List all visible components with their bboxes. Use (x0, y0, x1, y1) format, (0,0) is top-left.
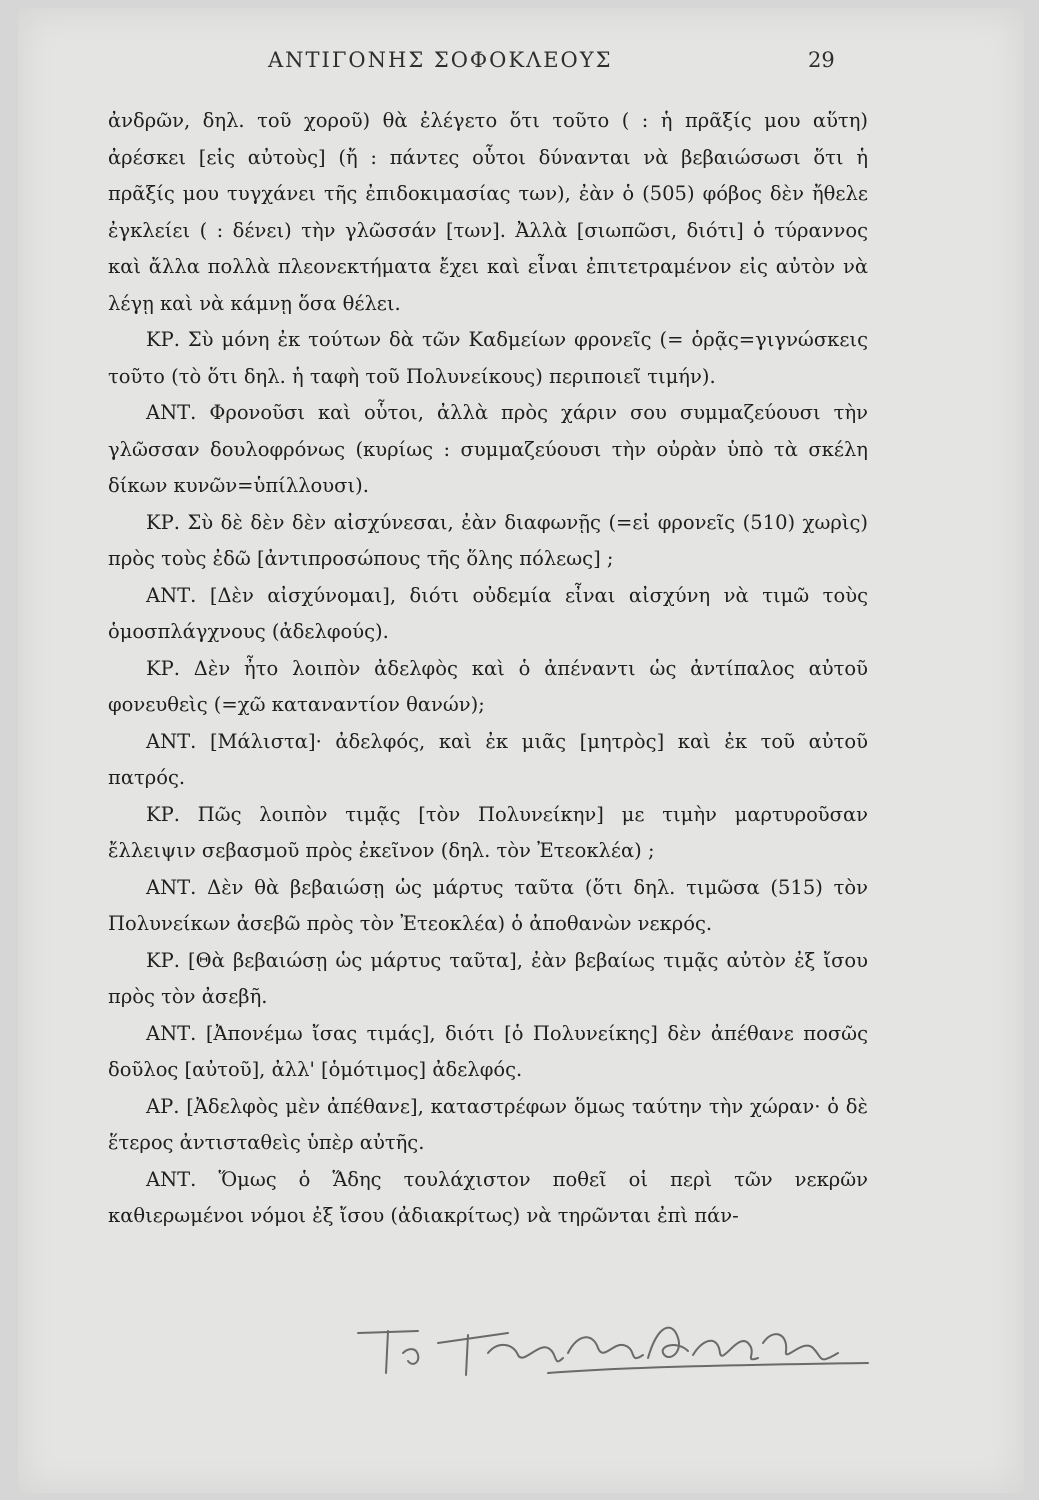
handwritten-signature (348, 1303, 908, 1383)
paragraph-ant-1: ΑΝΤ. Φρονοῦσι καὶ οὗτοι, ἀλλὰ πρὸς χάριν σου συμμαζεύουσι τὴν γλῶσσαν δουλοφρόνως (κυρίως : συμμαζεύουσι τὴν οὐρὰν ὑπὸ τὰ σκέλη δίκων κυνῶν=ὑπίλλουσι). (108, 401, 868, 497)
paragraph-ant-2: ΑΝΤ. [Δὲν αἰσχύνομαι], διότι οὐδεμία εἶναι αἰσχύνη νὰ τιμῶ τοὺς ὁμοσπλάγχνους (ἀδελφούς). (108, 583, 868, 643)
paragraph-ant-4: ΑΝΤ. Δὲν θὰ βεβαιώσῃ ὡς μάρτυς ταῦτα (ὅτι δηλ. τιμῶσα (515) τὸν Πολυνείκων ἀσεβῶ πρὸς τὸν Ἐτεοκλέα) ὁ ἀποθανὼν νεκρός. (108, 875, 868, 935)
paragraph-ant-3: ΑΝΤ. [Μάλιστα]· ἀδελφός, καὶ ἐκ μιᾶς [μητρὸς] καὶ ἐκ τοῦ αὐτοῦ πατρός. (108, 729, 868, 789)
document-page (18, 8, 1024, 1493)
paragraph-kr-4: ΚΡ. Πῶς λοιπὸν τιμᾷς [τὸν Πολυνείκην] με τιμὴν μαρτυροῦσαν ἔλλειψιν σεβασμοῦ πρὸς ἐκεῖνον (δηλ. τὸν Ἐτεοκλέα) ; (108, 802, 868, 862)
paragraph-ar-1: ΑΡ. [Ἀδελφὸς μὲν ἀπέθανε], καταστρέφων ὅμως ταύτην τὴν χώραν· ὁ δὲ ἕτερος ἀντισταθεὶς ὑπὲρ αὐτῆς. (108, 1094, 868, 1154)
paragraph-ant-6: ΑΝΤ. Ὅμως ὁ Ἅδης τουλάχιστον ποθεῖ οἱ περὶ τῶν νεκρῶν καθιερωμένοι νόμοι ἐξ ἴσου (ἀδιακρίτως) νὰ τηρῶνται ἐπὶ πάν- (108, 1167, 868, 1227)
body-text (108, 103, 868, 1235)
paragraph-kr-5: ΚΡ. [Θὰ βεβαιώσῃ ὡς μάρτυς ταῦτα], ἐὰν βεβαίως τιμᾷς αὐτὸν ἐξ ἴσου πρὸς τὸν ἀσεβῆ. (108, 948, 868, 1008)
paragraph-ant-5: ΑΝΤ. [Ἀπονέμω ἴσας τιμάς], διότι [ὁ Πολυνείκης] δὲν ἀπέθανε ποσῶς δοῦλος [αὐτοῦ], ἀλλ' [ὁμότιμος] ἀδελφός. (108, 1021, 868, 1081)
running-title: ΑΝΤΙΓΟΝΗΣ ΣΟΦΟΚΛΕΟΥΣ (268, 48, 613, 72)
paragraph-kr-3: ΚΡ. Δὲν ἦτο λοιπὸν ἀδελφὸς καὶ ὁ ἀπέναντι ὡς ἀντίπαλος αὐτοῦ φονευθεὶς (=χῶ καταναντίον θανών); (108, 656, 868, 716)
page-number: 29 (808, 48, 835, 72)
paragraph-kr-2: ΚΡ. Σὺ δὲ δὲν δὲν αἰσχύνεσαι, ἐὰν διαφωνῇς (=εἰ φρονεῖς (510) χωρὶς) πρὸς τοὺς ἐδῶ [ἀντιπροσώπους τῆς ὅλης πόλεως] ; (108, 510, 868, 570)
paragraph-commentary: ἀνδρῶν, δηλ. τοῦ χοροῦ) θὰ ἐλέγετο ὅτι τοῦτο ( : ἡ πρᾶξίς μου αὕτη) ἀρέσκει [εἰς αὐτοὺς] (ἤ : πάντες οὗτοι δύνανται νὰ βεβαιώσωσι ὅτι ἡ πρᾶξίς μου τυγχάνει τῆς ἐπιδοκιμασίας των), ἐὰν ὁ (505) φόβος δὲν ἤθελε ἐγκλείει ( : δένει) τὴν γλῶσσάν [των]. Ἀλλὰ [σιωπῶσι, διότι] ὁ τύραννος καὶ ἄλλα πολλὰ πλεονεκτήματα ἔχει καὶ εἶναι ἐπιτετραμένον εἰς αὐτὸν νὰ λέγῃ καὶ νὰ κάμνῃ ὅσα θέλει. (108, 109, 868, 315)
page-header (18, 48, 1024, 84)
paragraph-kr-1: ΚΡ. Σὺ μόνη ἐκ τούτων δὰ τῶν Καδμείων φρονεῖς (= ὁρᾷς=γιγνώσκεις τοῦτο (τὸ ὅτι δηλ. ἡ ταφὴ τοῦ Πολυνείκους) περιποιεῖ τιμήν). (108, 328, 868, 388)
